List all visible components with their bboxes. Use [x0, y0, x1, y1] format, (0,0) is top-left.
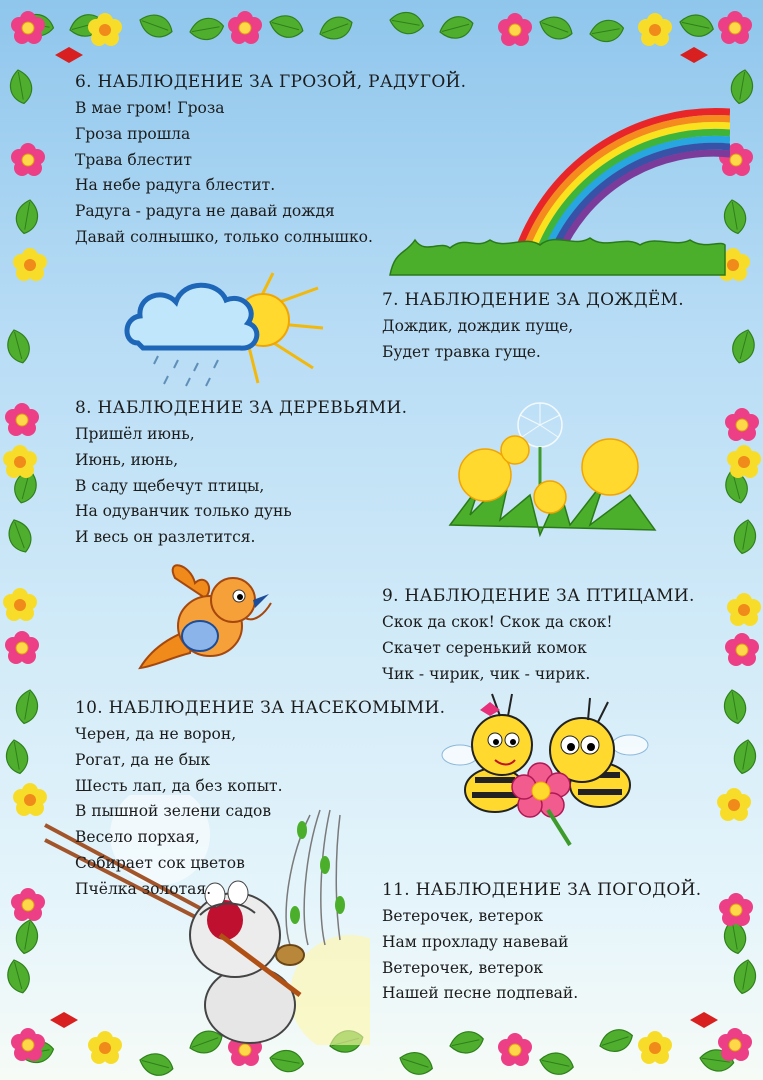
section-rain [382, 290, 684, 366]
poem-line: Скок да скок! Скок да скок! [382, 613, 613, 631]
poem-line: Рогат, да не бык [75, 750, 211, 769]
section-heading: 11. НАБЛЮДЕНИЕ ЗА ПОГОДОЙ. [382, 880, 702, 900]
poem-line: Собирает сок цветов [75, 853, 245, 872]
bees-icon [440, 690, 650, 850]
poem-line: Черен, да не ворон, [75, 725, 237, 743]
section-thunderstorm-rainbow [75, 72, 466, 251]
poem-line: Ветерочек, ветерок [382, 907, 544, 925]
poem-line: Ветерочек, ветерок [382, 958, 544, 977]
section-heading: 7. НАБЛЮДЕНИЕ ЗА ДОЖДЁМ. [382, 290, 684, 310]
poem-line: Нашей песне подпевай. [382, 984, 579, 1003]
dandelion-icon [440, 385, 665, 545]
section-heading: 6. НАБЛЮДЕНИЕ ЗА ГРОЗОЙ, РАДУГОЙ. [75, 72, 467, 92]
poem-line: И весь он разлетится. [75, 528, 256, 547]
poem-line: Трава блестит [75, 150, 192, 169]
poem-line: Гроза прошла [75, 124, 191, 143]
section-heading: 9. НАБЛЮДЕНИЕ ЗА ПТИЦАМИ. [382, 586, 695, 606]
poem-line: Пчёлка золотая. [75, 879, 212, 898]
poem-line: В пышной зелени садов [75, 802, 272, 821]
poem-line: Давай солнышко, только солнышко. [75, 227, 373, 246]
section-heading: 8. НАБЛЮДЕНИЕ ЗА ДЕРЕВЬЯМИ. [75, 398, 408, 418]
section-weather [382, 880, 701, 1007]
bird-icon [135, 558, 275, 680]
poem-line: Чик - чирик, чик - чирик. [382, 664, 591, 683]
section-heading: 10. НАБЛЮДЕНИЕ ЗА НАСЕКОМЫМИ. [75, 698, 446, 718]
poem-line: Июнь, июнь, [75, 450, 179, 469]
poem-line: На небе радуга блестит. [75, 176, 276, 195]
poem-line: Скачет серенький комок [382, 638, 587, 657]
poem-line: Нам прохладу навевай [382, 932, 569, 951]
poem-line: Будет травка гуще. [382, 342, 541, 361]
poem-line: Шесть лап, да без копыт. [75, 776, 283, 795]
section-trees [75, 398, 407, 551]
poem-line: На одуванчик только дунь [75, 502, 292, 521]
section-insects [75, 698, 445, 903]
poem-line: Весело порхая, [75, 828, 200, 847]
poem-line: Дождик, дождик пуще, [382, 317, 574, 335]
poem-line: В саду щебечут птицы, [75, 476, 265, 495]
poem-line: В мае гром! Гроза [75, 99, 225, 117]
cloud-sun-icon [118, 268, 328, 398]
section-birds [382, 586, 695, 687]
poem-line: Радуга - радуга не давай дождя [75, 202, 335, 221]
poem-line: Пришёл июнь, [75, 425, 195, 443]
